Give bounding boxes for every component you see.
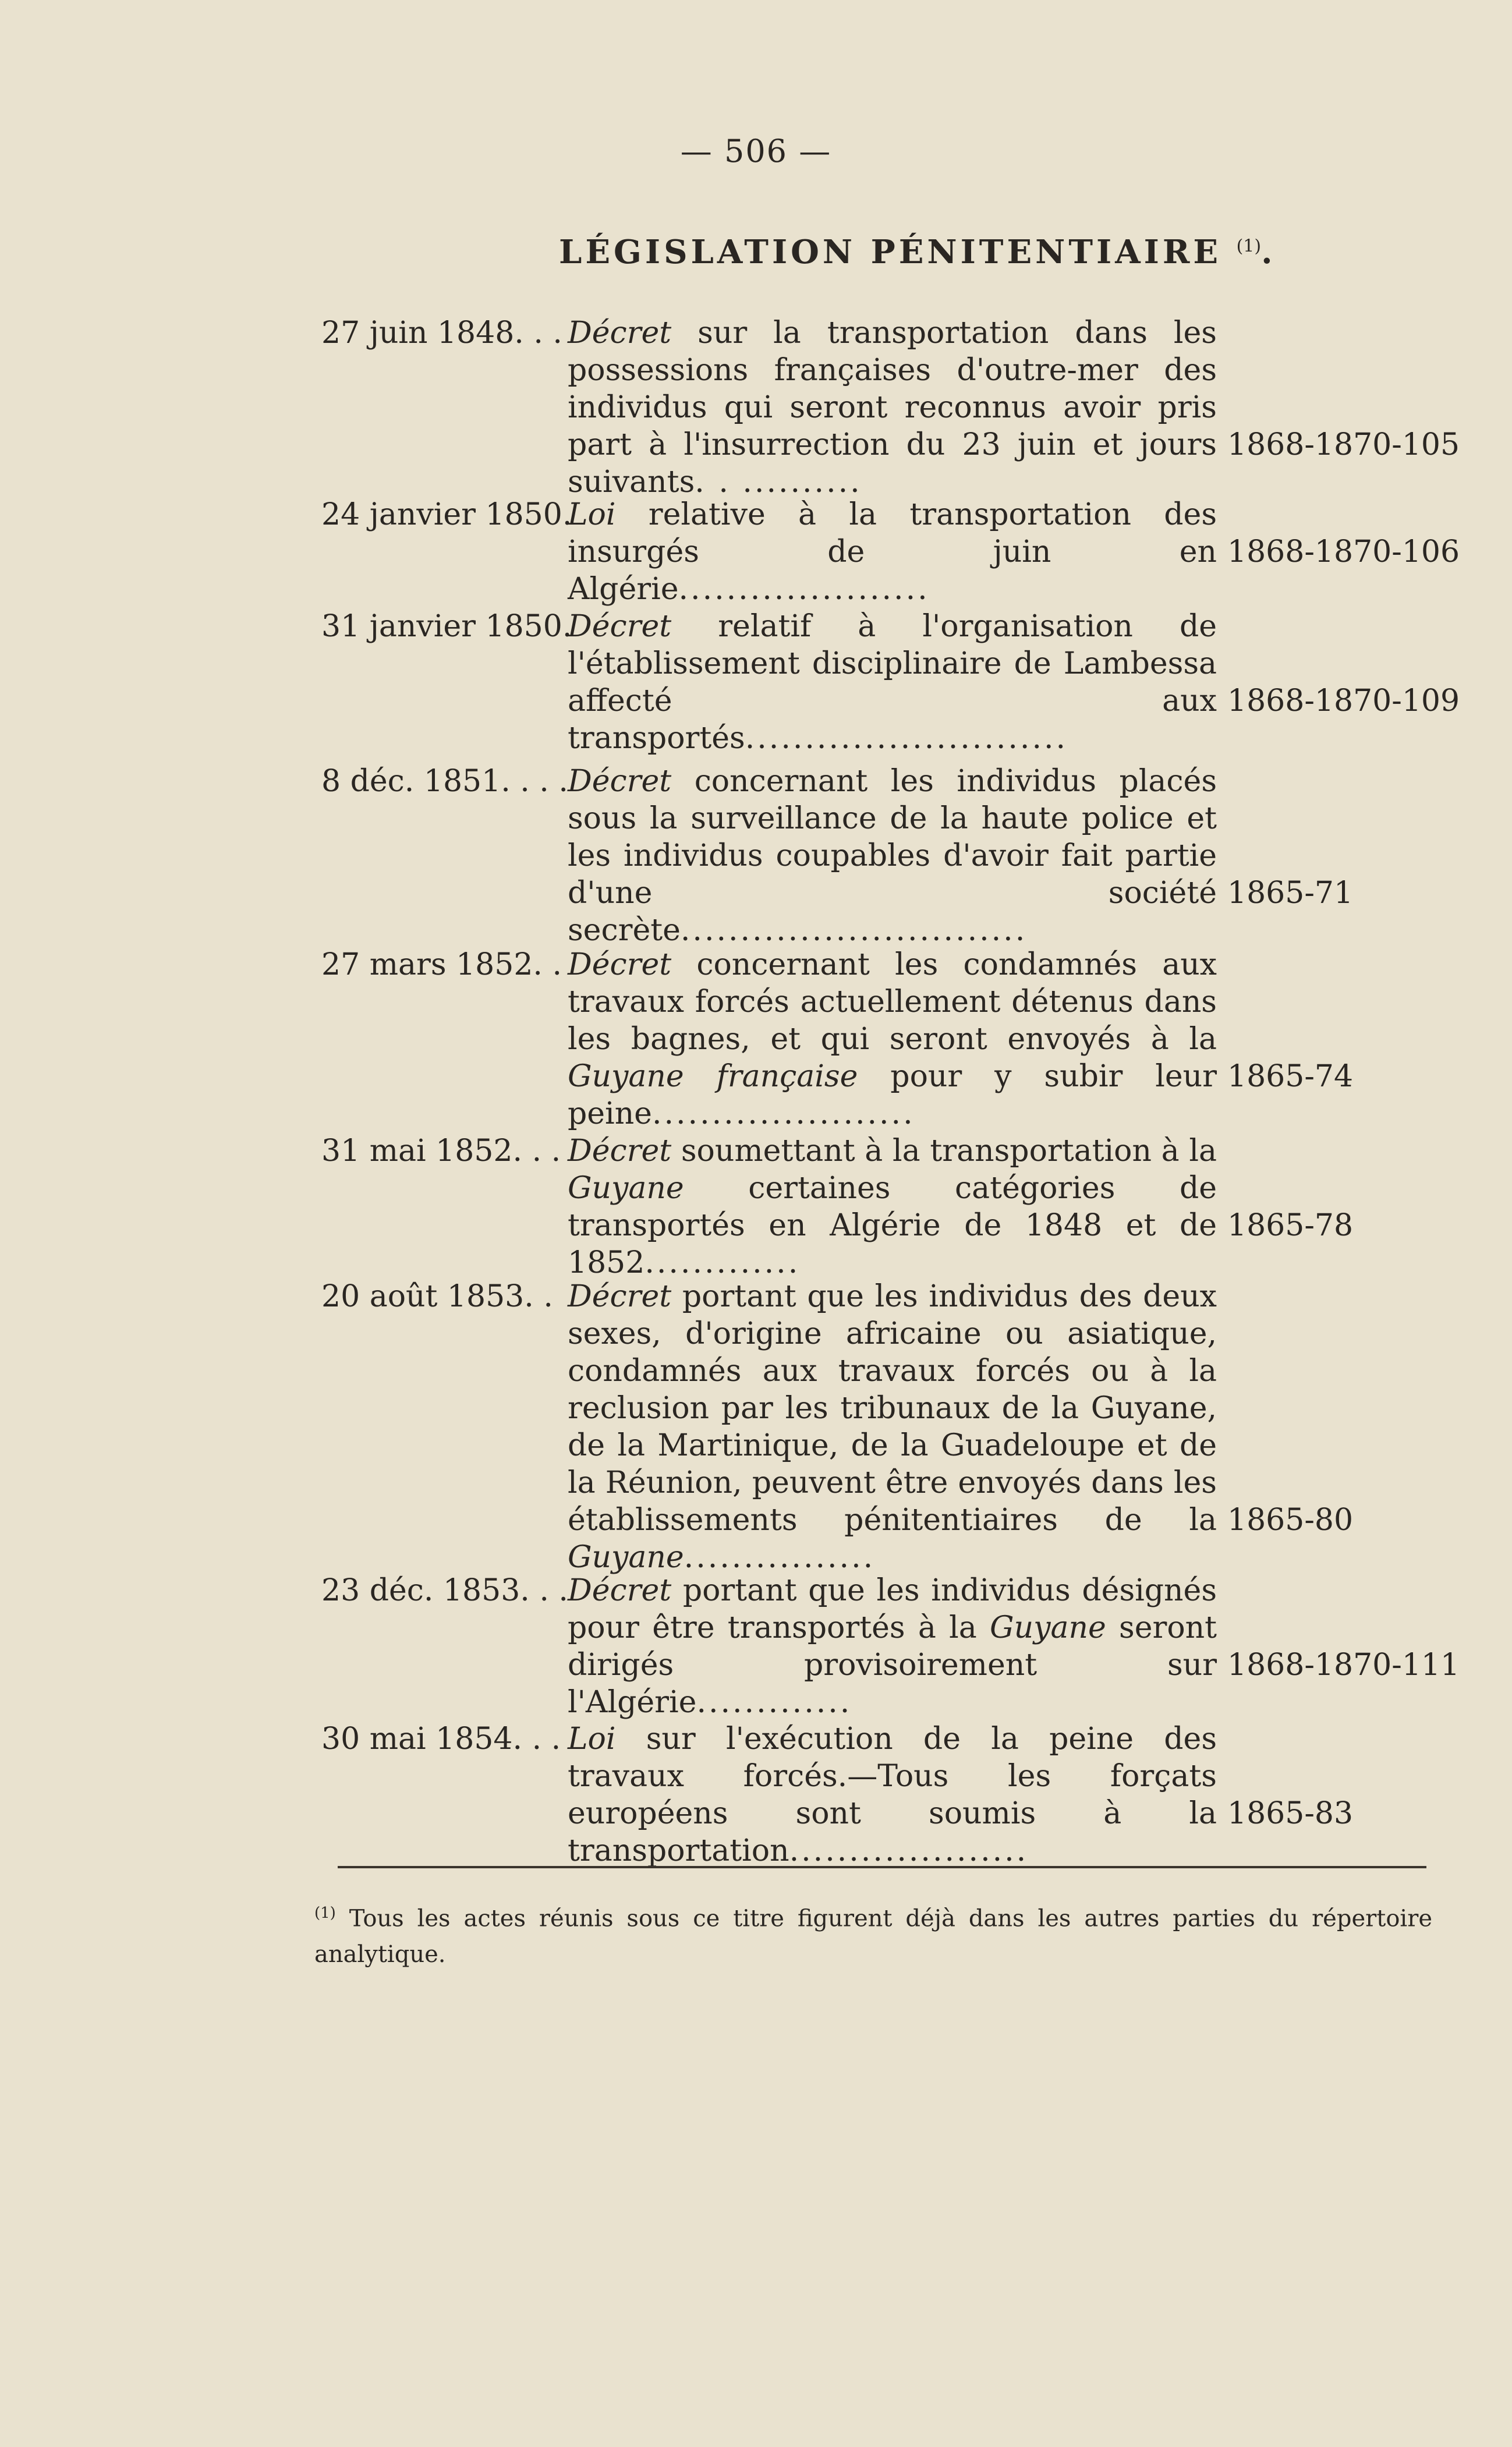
- leader-dots: .............................: [680, 913, 1028, 948]
- entry-reference: 1865-80: [1227, 1503, 1354, 1538]
- entry-kind: Décret: [568, 1134, 672, 1168]
- entry-description: [568, 496, 1217, 608]
- entry-reference: 1865-71: [1227, 876, 1354, 911]
- leader-dots: ................: [684, 1540, 876, 1575]
- entry-kind: Décret: [568, 609, 672, 644]
- entry-reference: 1865-78: [1227, 1208, 1354, 1243]
- entry-text-continued: certaines catégories de transportés en Algérie de 1848 et de 1852: [568, 1171, 1217, 1280]
- entry-text: sur l'exécution de la peine des travaux forcés.—Tous les forçats européens sont soumis à la transportation: [568, 1722, 1217, 1868]
- entry-description: [568, 608, 1217, 757]
- entry-date: 23 déc. 1853. . .: [321, 1573, 568, 1608]
- entry-description: [568, 1720, 1217, 1869]
- entry-text-continued: seront dirigés provisoirement sur l'Algérie: [568, 1610, 1217, 1720]
- entry-kind: Décret: [568, 947, 672, 982]
- entry-description: [568, 314, 1217, 501]
- entry-kind: Décret: [568, 1279, 672, 1314]
- entry-text: concernant les condamnés aux travaux forcés actuellement détenus dans les bagnes, et qui seront envoyés à la: [568, 947, 1217, 1057]
- entry-text: relative à la transportation des insurgés de juin en Algérie: [568, 497, 1217, 607]
- entry-date: 24 janvier 1850.: [321, 497, 572, 532]
- leader-dots: .....................: [678, 572, 930, 607]
- entry-description: [568, 763, 1217, 949]
- page-number: — 506 —: [680, 133, 832, 169]
- footnote-rule: [338, 1866, 1426, 1868]
- entry-text: portant que les individus des deux sexes, d'origine africaine ou asiatique, condamnés aux travaux forcés ou à la reclusion par les tribunaux de la Guyane, de la Martinique, de la Guadeloupe et de la Réunion, peuvent être envoyés dans les établissements pénitentiaires de la: [568, 1279, 1217, 1538]
- entry-kind: Loi: [568, 1722, 616, 1757]
- leader-dots: ....................: [789, 1833, 1029, 1868]
- entry-reference: 1865-74: [1227, 1059, 1354, 1094]
- entry-date: 27 juin 1848. . .: [321, 316, 562, 350]
- entry-kind: Décret: [568, 1573, 672, 1608]
- footnote-reference: (1): [1236, 236, 1262, 257]
- entry-kind: Décret: [568, 764, 672, 799]
- leader-dots: ......................: [651, 1096, 915, 1131]
- entry-date: 31 janvier 1850.: [321, 609, 572, 644]
- footnote-mark: (1): [314, 1904, 336, 1922]
- entry-reference: 1868-1870-106: [1227, 534, 1460, 569]
- title-period: .: [1261, 233, 1276, 271]
- entry-reference: 1868-1870-109: [1227, 684, 1460, 718]
- entry-date: 27 mars 1852. .: [321, 947, 562, 982]
- entry-description: [568, 1572, 1217, 1721]
- leader-dots: .............: [696, 1685, 852, 1720]
- entry-text: soumettant à la transportation à la: [681, 1134, 1217, 1168]
- leader-dots: . . ..........: [695, 465, 862, 500]
- leader-dots: .............: [645, 1245, 801, 1280]
- footnote-text: Tous les actes réunis sous ce titre figurent déjà dans les autres parties du répertoire analytique.: [314, 1905, 1432, 1968]
- entry-date: 20 août 1853. .: [321, 1279, 553, 1314]
- entry-text-continued: pour y subir leur peine: [568, 1059, 1217, 1131]
- entry-reference: 1865-83: [1227, 1796, 1354, 1831]
- entry-reference: 1868-1870-105: [1227, 427, 1460, 462]
- section-title-text: LÉGISLATION PÉNITENTIAIRE: [559, 233, 1222, 271]
- entry-text: relatif à l'organisation de l'établissement disciplinaire de Lambessa affecté aux transportés: [568, 609, 1217, 756]
- entry-description: [568, 1278, 1217, 1576]
- entry-text: sur la transportation dans les possessions françaises d'outre-mer des individus qui seront reconnus avoir pris part à l'insurrection du 23 juin et jours suivants: [568, 316, 1217, 500]
- entry-date: 31 mai 1852. . .: [321, 1134, 561, 1168]
- entry-place: Guyane: [568, 1540, 684, 1575]
- footnote: [314, 1895, 1432, 1973]
- entry-text: portant que les individus désignés pour être transportés à la: [568, 1573, 1217, 1645]
- entry-place: Guyane française: [568, 1059, 858, 1094]
- entry-kind: Décret: [568, 316, 672, 350]
- entry-text: concernant les individus placés sous la surveillance de la haute police et les individus coupables d'avoir fait partie d'une société secrète: [568, 764, 1217, 948]
- entry-date: 30 mai 1854. . .: [321, 1722, 561, 1757]
- entry-place: Guyane: [990, 1610, 1106, 1645]
- leader-dots: ...........................: [745, 721, 1068, 756]
- entry-kind: Loi: [568, 497, 616, 532]
- entry-date: 8 déc. 1851. . . .: [321, 764, 568, 799]
- entry-description: [568, 946, 1217, 1132]
- entry-place: Guyane: [568, 1171, 684, 1206]
- entry-description: [568, 1132, 1217, 1281]
- entry-reference: 1868-1870-111: [1227, 1648, 1460, 1683]
